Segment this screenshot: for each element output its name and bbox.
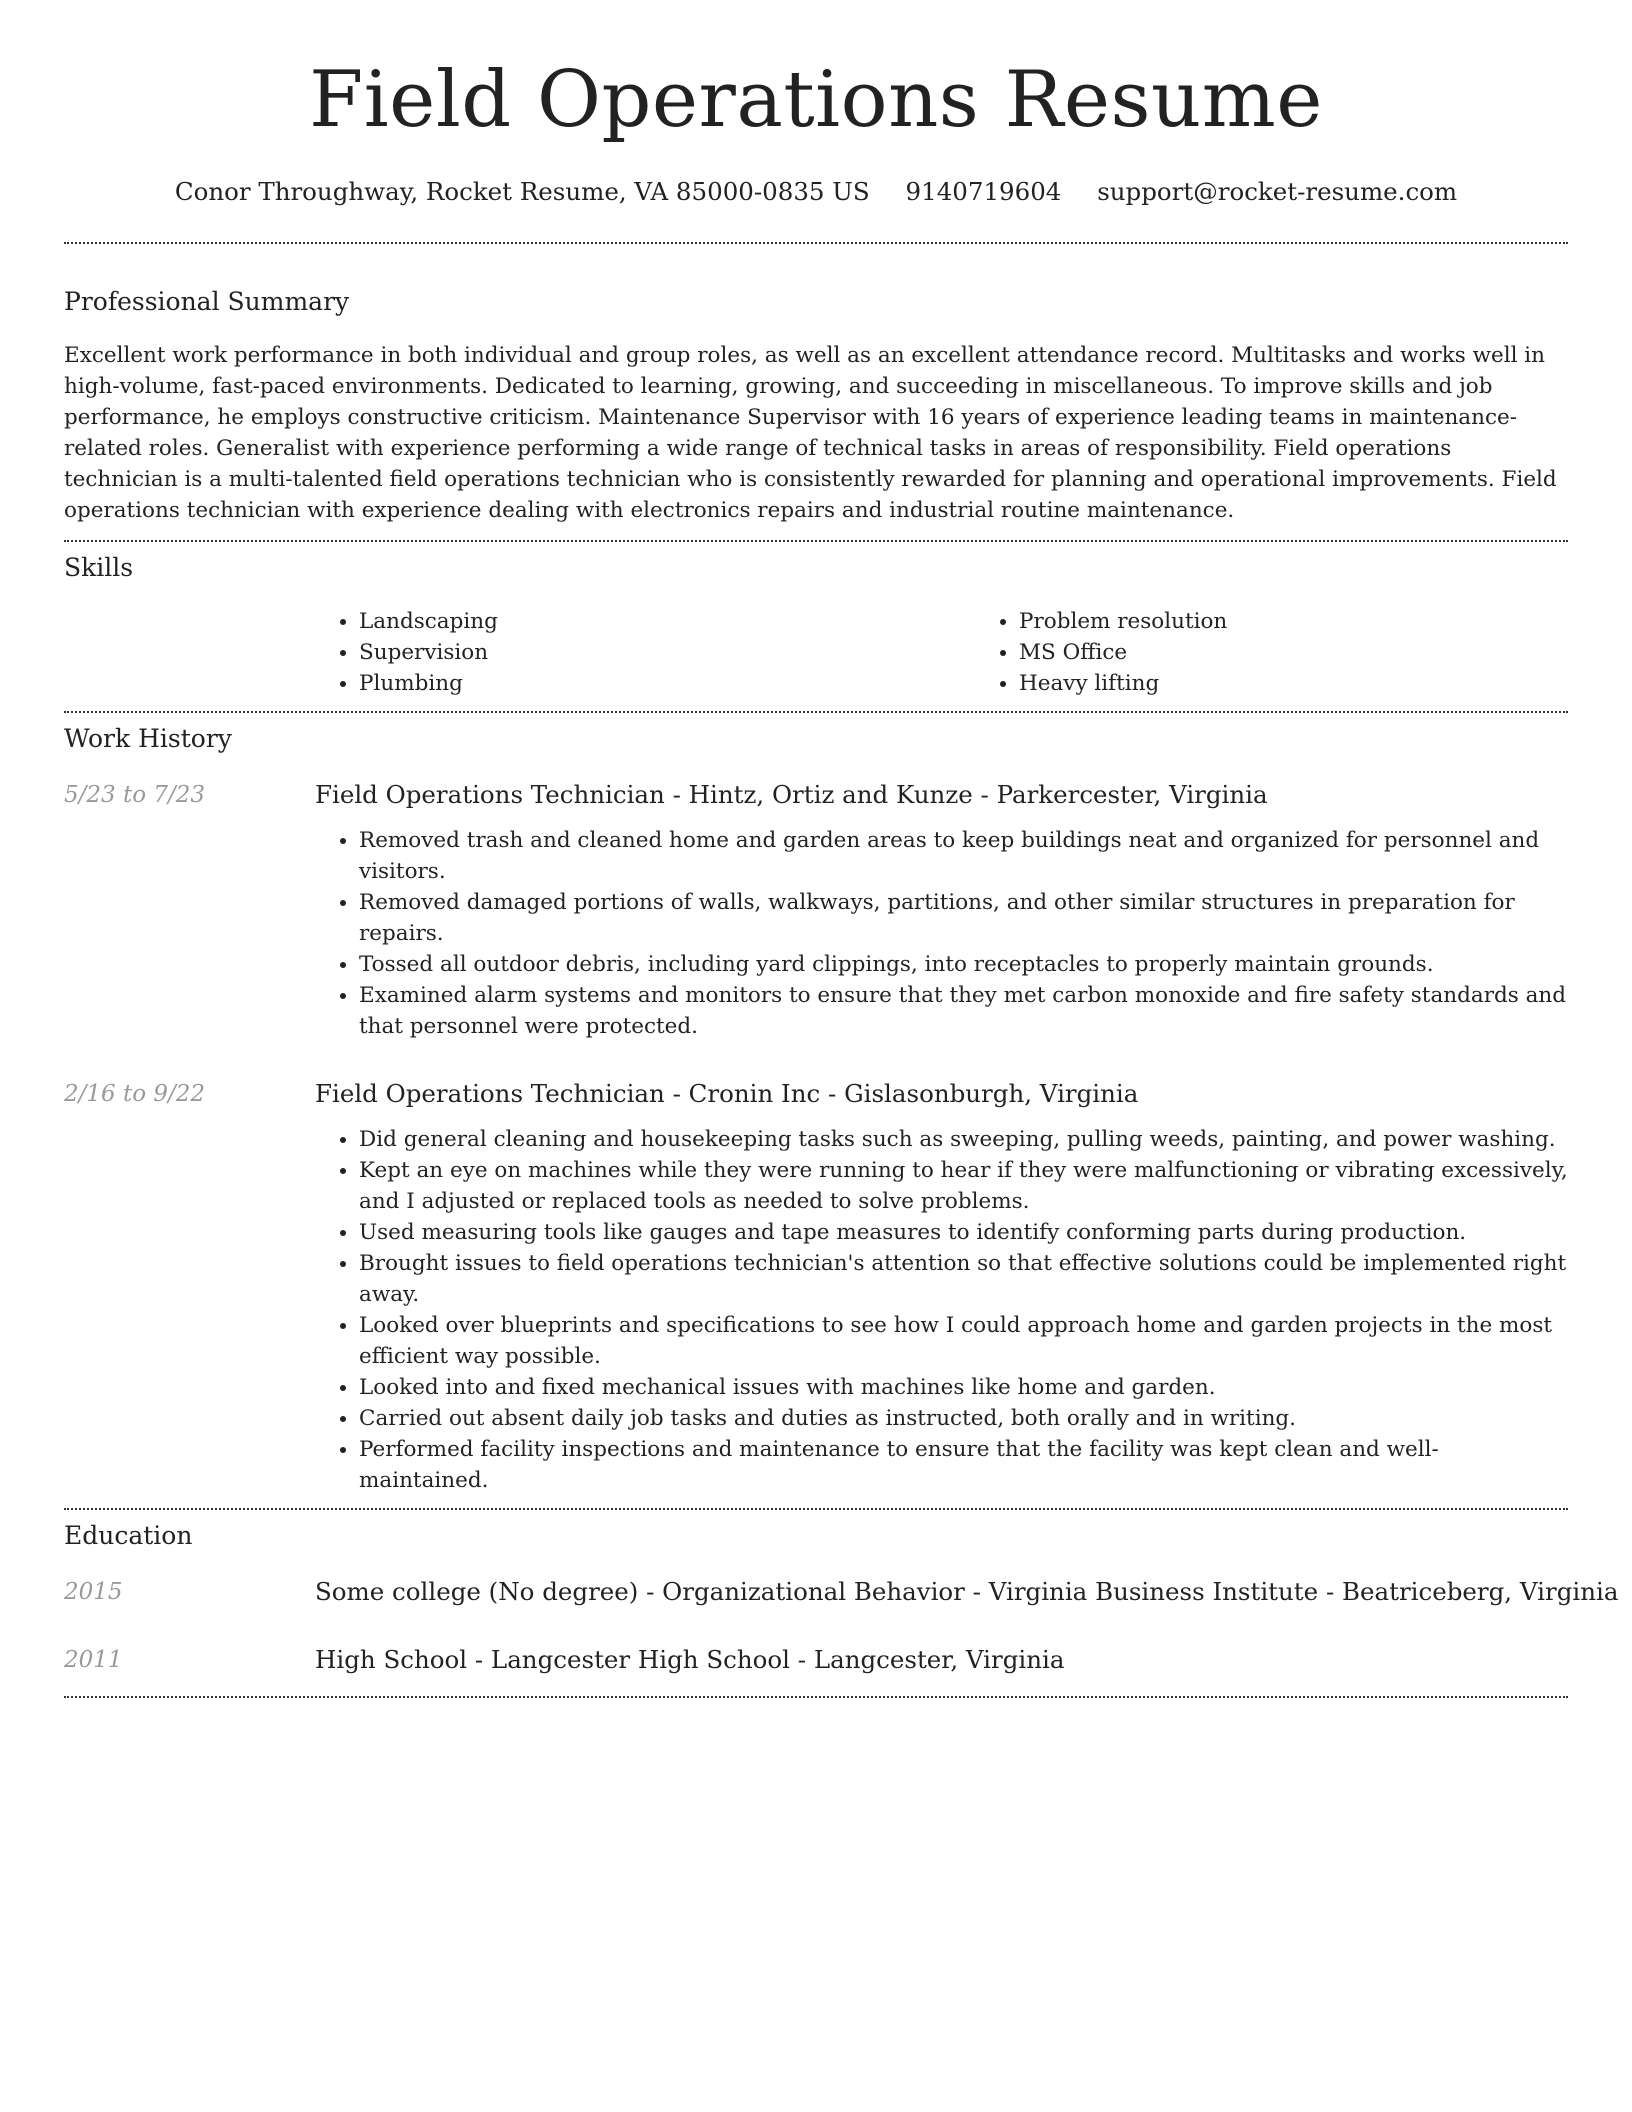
education-heading: Education: [64, 1521, 193, 1550]
job-bullet: • Did general cleaning and housekeeping tasks such as sweeping, pulling weeds, painting, and power washing.: [359, 1124, 1568, 1155]
job-bullet: • Looked over blueprints and specifications to see how I could approach home and garden projects in the most efficient way possible.: [359, 1310, 1568, 1372]
job-entry: [64, 779, 1568, 1042]
job-dates: 2/16 to 9/22: [64, 1081, 206, 1107]
skill-item: • Problem resolution: [1019, 606, 1227, 637]
contact-address: Conor Throughway, Rocket Resume, VA 85000-0835 US: [174, 177, 870, 206]
skill-item: • Supervision: [359, 637, 975, 668]
education-degree: Some college (No degree) - Organizational Behavior: [315, 1577, 965, 1606]
summary-text: Excellent work performance in both individual and group roles, as well as an excellent attendance record. Multitasks and works well in high-volume, fast-paced environments. Dedicated to learning, growing, and succeeding in miscellaneous. To improve skills and job performance, he employs constructive criticism. Maintenance Supervisor with 16 years of experience leading teams in maintenance-related roles. Generalist with experience performing a wide range of technical tasks in areas of responsibility. Field operations technician is a multi-talented field operations technician who is consistently rewarded for planning and operational improvements. Field operations technician with experience dealing with electronics repairs and industrial routine maintenance.: [64, 343, 1557, 523]
education-school: - Langcester High School - Langcester, Virginia: [467, 1645, 1065, 1674]
job-bullet: • Kept an eye on machines while they were running to hear if they were malfunctioning or vibrating excessively, and I adjusted or replaced tools as needed to solve problems.: [359, 1155, 1568, 1217]
job-bullet: • Used measuring tools like gauges and tape measures to identify conforming parts during production.: [359, 1217, 1568, 1248]
job-bullets: [315, 825, 1568, 1042]
job-detail: [315, 779, 1568, 1042]
education-degree: High School: [315, 1645, 468, 1674]
summary-section: [64, 244, 1568, 540]
education-heading-line: [315, 1576, 1618, 1608]
job-bullets: [315, 1124, 1568, 1496]
education-heading-line: [315, 1644, 1064, 1676]
job-bullet: • Tossed all outdoor debris, including yard clippings, into receptacles to properly maintain grounds.: [359, 949, 1568, 980]
job-bullet: • Performed facility inspections and maintenance to ensure that the facility was kept clean and well-maintained.: [359, 1434, 1568, 1496]
skills-column-right: [975, 606, 1227, 699]
skill-item: • Plumbing: [359, 668, 975, 699]
work-section: [64, 713, 1568, 1508]
skill-item: • MS Office: [1019, 637, 1227, 668]
job-bullet: • Removed damaged portions of walls, walkways, partitions, and other similar structures in preparation for repairs.: [359, 887, 1568, 949]
skill-item: • Landscaping: [359, 606, 975, 637]
skills-column-left: [315, 606, 975, 699]
job-employer: - Cronin Inc - Gislasonburgh, Virginia: [664, 1079, 1139, 1108]
education-entry: [64, 1576, 1619, 1608]
education-year: 2015: [64, 1579, 123, 1605]
job-heading: [315, 1078, 1568, 1110]
job-dates: 5/23 to 7/23: [64, 782, 206, 808]
contact-email: support@rocket-resume.com: [1097, 177, 1458, 206]
divider: [64, 1696, 1568, 1698]
work-heading: Work History: [64, 724, 232, 753]
page-title: Field Operations Resume: [309, 55, 1323, 145]
education-school: - Virginia Business Institute - Beatriceberg, Virginia: [964, 1577, 1619, 1606]
job-bullet: • Examined alarm systems and monitors to ensure that they met carbon monoxide and fire safety standards and that personnel were protected.: [359, 980, 1568, 1042]
education-section: [64, 1510, 1619, 1696]
job-entry: [64, 1078, 1568, 1508]
skills-section: [64, 542, 1568, 711]
job-detail: [315, 1078, 1568, 1508]
skill-item: • Heavy lifting: [1019, 668, 1227, 699]
education-entry: [64, 1644, 1568, 1676]
job-heading: [315, 779, 1568, 811]
job-employer: - Hintz, Ortiz and Kunze - Parkercester, Virginia: [664, 780, 1268, 809]
job-bullet: • Looked into and fixed mechanical issues with machines like home and garden.: [359, 1372, 1568, 1403]
job-bullet: • Brought issues to field operations technician's attention so that effective solutions could be implemented right away.: [359, 1248, 1568, 1310]
job-title: Field Operations Technician: [315, 780, 665, 809]
skills-list: [315, 584, 1568, 711]
contact-phone: 9140719604: [905, 177, 1062, 206]
education-year: 2011: [64, 1647, 123, 1673]
job-bullet: • Removed trash and cleaned home and garden areas to keep buildings neat and organized for personnel and visitors.: [359, 825, 1568, 887]
summary-heading: Professional Summary: [64, 287, 350, 316]
contact-line: [64, 176, 1568, 208]
skills-heading: Skills: [64, 553, 134, 582]
job-title: Field Operations Technician: [315, 1079, 665, 1108]
job-bullet: • Carried out absent daily job tasks and duties as instructed, both orally and in writing.: [359, 1403, 1568, 1434]
